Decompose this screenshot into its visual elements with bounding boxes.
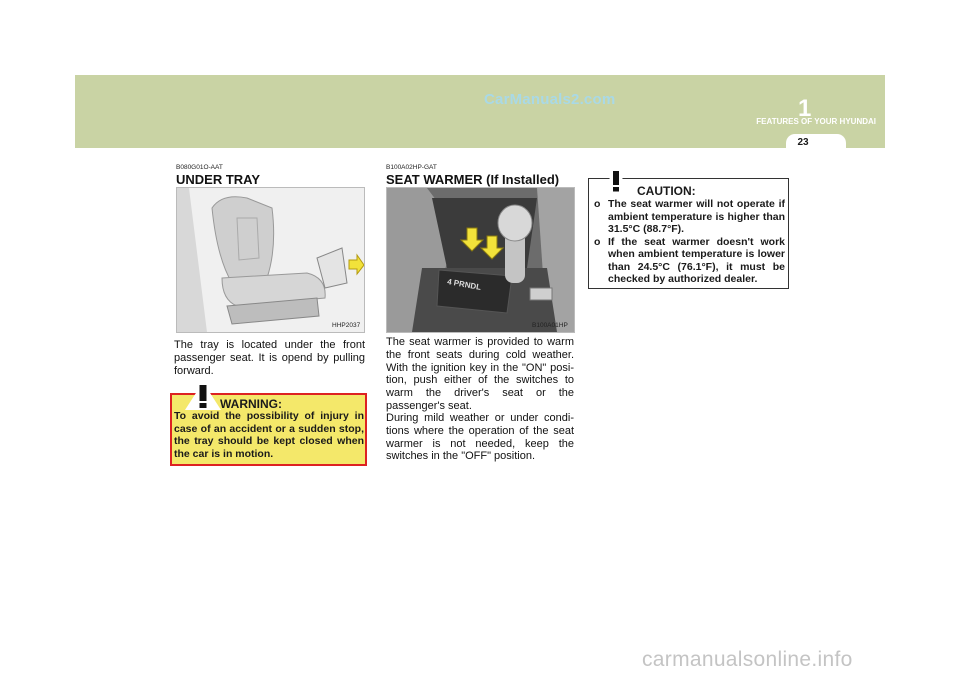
caution-title: CAUTION: xyxy=(637,184,696,198)
bottom-watermark[interactable]: carmanualsonline.info xyxy=(642,648,853,671)
seat-warmer-paragraph-2: During mild weather or under condi-tions where the operation of the seat warmer is not needed, keep the switches in the "OFF" position. xyxy=(386,412,574,463)
console-photo xyxy=(387,188,574,332)
header-band xyxy=(75,75,885,148)
caution-list xyxy=(594,198,785,286)
seat-warmer-figure xyxy=(386,187,575,333)
under-tray-figure xyxy=(176,187,365,333)
top-watermark[interactable]: CarManuals2.com xyxy=(484,91,616,108)
caution-item xyxy=(594,236,785,286)
caution-icon xyxy=(598,166,634,196)
under-tray-code: B080G01O-AAT xyxy=(176,164,223,171)
section-number: 1 xyxy=(798,95,812,122)
caution-item-text: The seat warmer will not operate if ambient temperature is higher than 31.5°C (88.7°F). xyxy=(608,198,785,235)
seat-illustration xyxy=(177,188,364,332)
under-tray-heading: UNDER TRAY xyxy=(176,172,261,187)
page-number: 23 xyxy=(797,137,809,148)
seat-warmer-code: B100A02HP-GAT xyxy=(386,164,437,171)
warning-icon xyxy=(183,380,223,412)
seat-warmer-heading: SEAT WARMER (If Installed) xyxy=(386,172,560,187)
seat-warmer-paragraph-1: The seat warmer is provided to warm the front seats during cold weather. With the ignition key in the "ON" posi-tion, push either of the switches to warm the driver's seat or the passenger's seat. xyxy=(386,336,574,412)
section-title: FEATURES OF YOUR HYUNDAI xyxy=(756,117,876,126)
caution-item xyxy=(594,198,785,236)
warning-text: To avoid the possibility of injury in case of an accident or a sudden stop, the tray should be kept closed when the car is in motion. xyxy=(174,410,364,460)
warning-title: WARNING: xyxy=(220,397,282,411)
seat-warmer-figure-label: B100A01HP xyxy=(532,322,568,329)
shifter-label: 4 PRNDL xyxy=(446,277,482,292)
caution-bullet: o xyxy=(594,198,601,210)
caution-item-text: If the seat warmer doesn't work when ambient temperature is lower than 24.5°C (76.1°F), it must be checked by authorized dealer. xyxy=(608,235,785,285)
under-tray-body: The tray is located under the front passenger seat. It is opend by pulling forward. xyxy=(174,339,365,377)
under-tray-figure-label: HHP2037 xyxy=(332,322,361,329)
caution-bullet: o xyxy=(594,235,601,248)
